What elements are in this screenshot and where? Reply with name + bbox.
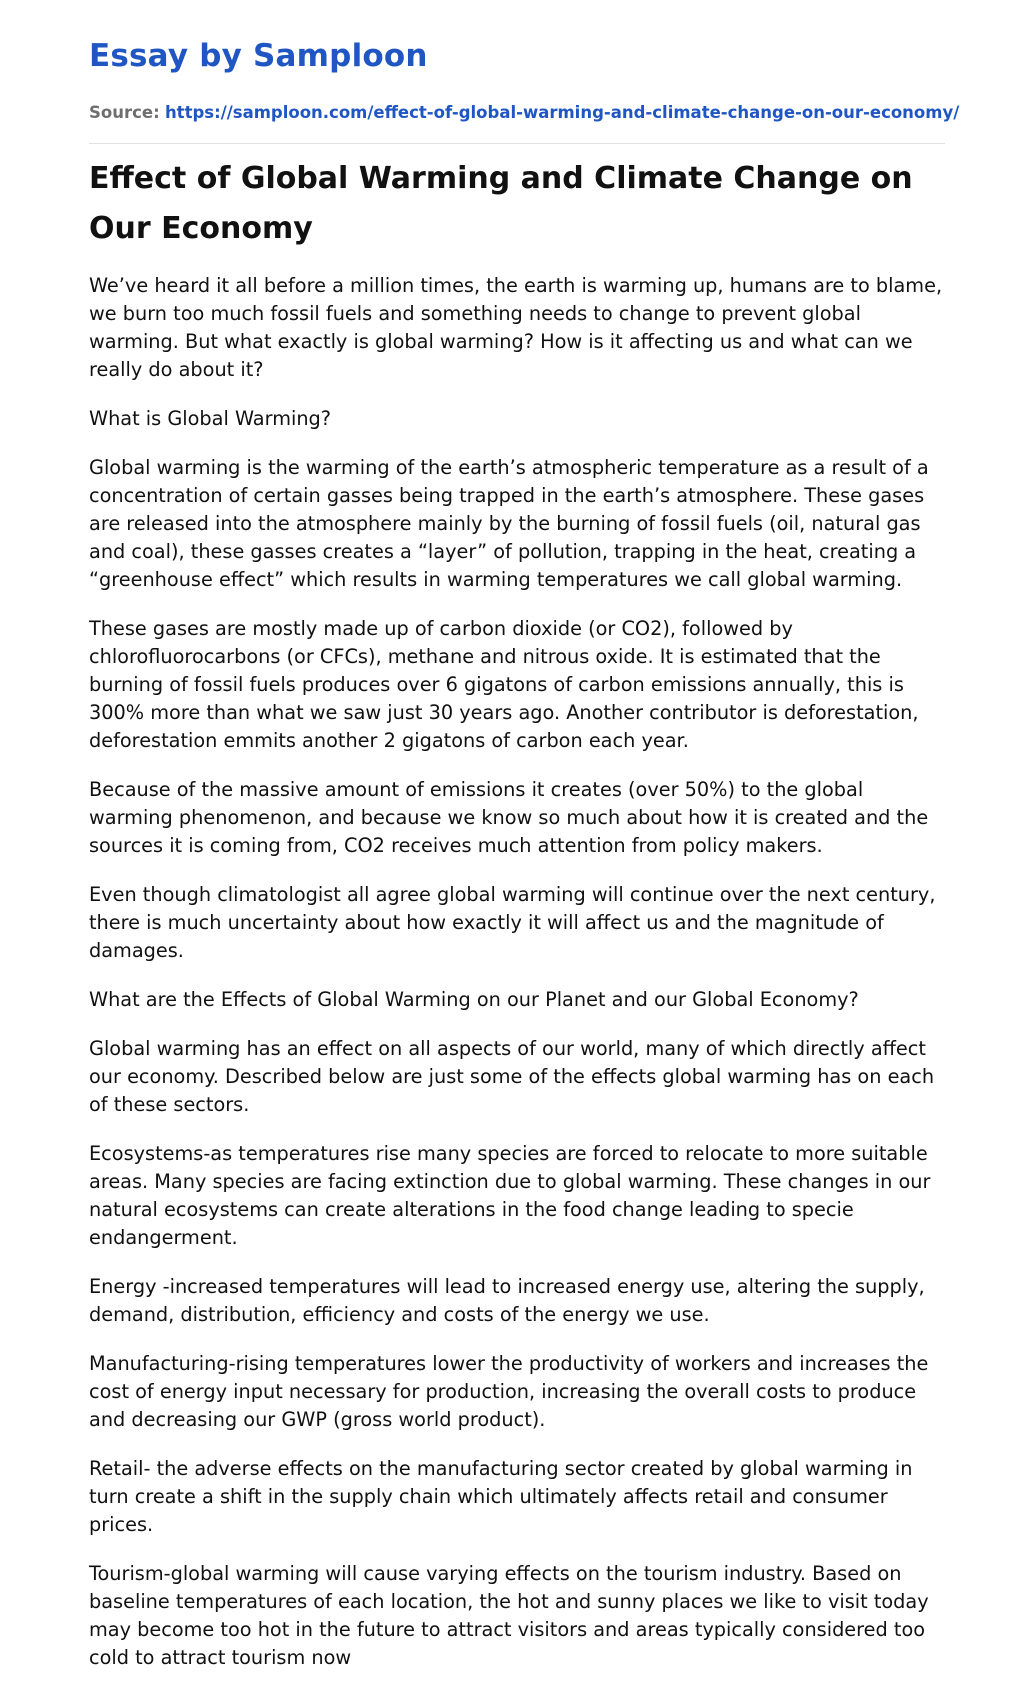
essay-paragraph: Ecosystems-as temperatures rise many species are forced to relocate to more suitable areas. Many species are facing extinction due to global warming. These changes in our natural ecosystems can create alterations in the food change leading to specie endangerment. — [89, 1142, 931, 1249]
essay-body — [89, 272, 945, 1693]
header-divider — [89, 143, 945, 144]
source-label: Source: — [89, 103, 160, 122]
essay-paragraph: Energy -increased temperatures will lead to increased energy use, altering the supply, demand, distribution, efficiency and costs of the energy we use. — [89, 1275, 925, 1326]
essay-title: Effect of Global Warming and Climate Change on Our Economy — [89, 161, 913, 246]
section-heading: What is Global Warming? — [89, 407, 332, 430]
source-line — [89, 101, 989, 125]
brand-title: Essay by Samploon — [89, 38, 428, 74]
essay-paragraph: Retail- the adverse effects on the manufacturing sector created by global warming in turn create a shift in the supply chain which ultimately affects retail and consumer prices. — [89, 1457, 913, 1536]
section-heading: What are the Effects of Global Warming on our Planet and our Global Economy? — [89, 988, 859, 1011]
source-link[interactable]: https://samploon.com/effect-of-global-warming-and-climate-change-on-our-economy/ — [164, 103, 960, 122]
essay-paragraph: Because of the massive amount of emissions it creates (over 50%) to the global warming phenomenon, and because we know so much about how it is created and the sources it is coming from, CO2 receives much attention from policy makers. — [89, 778, 929, 857]
essay-paragraph: These gases are mostly made up of carbon dioxide (or CO2), followed by chlorofluorocarbons (or CFCs), methane and nitrous oxide. It is estimated that the burning of fossil fuels produces over 6 gigatons of carbon emissions annually, this is 300% more than what we saw just 30 years ago. Another contributor is deforestation, deforestation emmits another 2 gigatons of carbon each year. — [89, 617, 919, 752]
essay-paragraph: Tourism-global warming will cause varying effects on the tourism industry. Based on baseline temperatures of each location, the hot and sunny places we like to visit today may become too hot in the future to attract visitors and areas typically considered too cold to attract tourism now — [89, 1562, 929, 1669]
essay-paragraph: Manufacturing-rising temperatures lower the productivity of workers and increases the cost of energy input necessary for production, increasing the overall costs to produce and decreasing our GWP (gross world product). — [89, 1352, 929, 1431]
essay-paragraph: Global warming is the warming of the earth’s atmospheric temperature as a result of a concentration of certain gasses being trapped in the earth’s atmosphere. These gases are released into the atmosphere mainly by the burning of fossil fuels (oil, natural gas and coal), these gasses creates a “layer” of pollution, trapping in the heat, creating a “greenhouse effect” which results in warming temperatures we call global warming. — [89, 456, 929, 591]
essay-paragraph: Even though climatologist all agree global warming will continue over the next century, there is much uncertainty about how exactly it will affect us and the magnitude of damages. — [89, 883, 936, 962]
essay-paragraph: We’ve heard it all before a million times, the earth is warming up, humans are to blame, we burn too much fossil fuels and something needs to change to prevent global warming. But what exactly is global warming? How is it affecting us and what can we really do about it? — [89, 274, 943, 381]
essay-paragraph: Global warming has an effect on all aspects of our world, many of which directly affect our economy. Described below are just some of the effects global warming has on each of these sectors. — [89, 1037, 935, 1116]
